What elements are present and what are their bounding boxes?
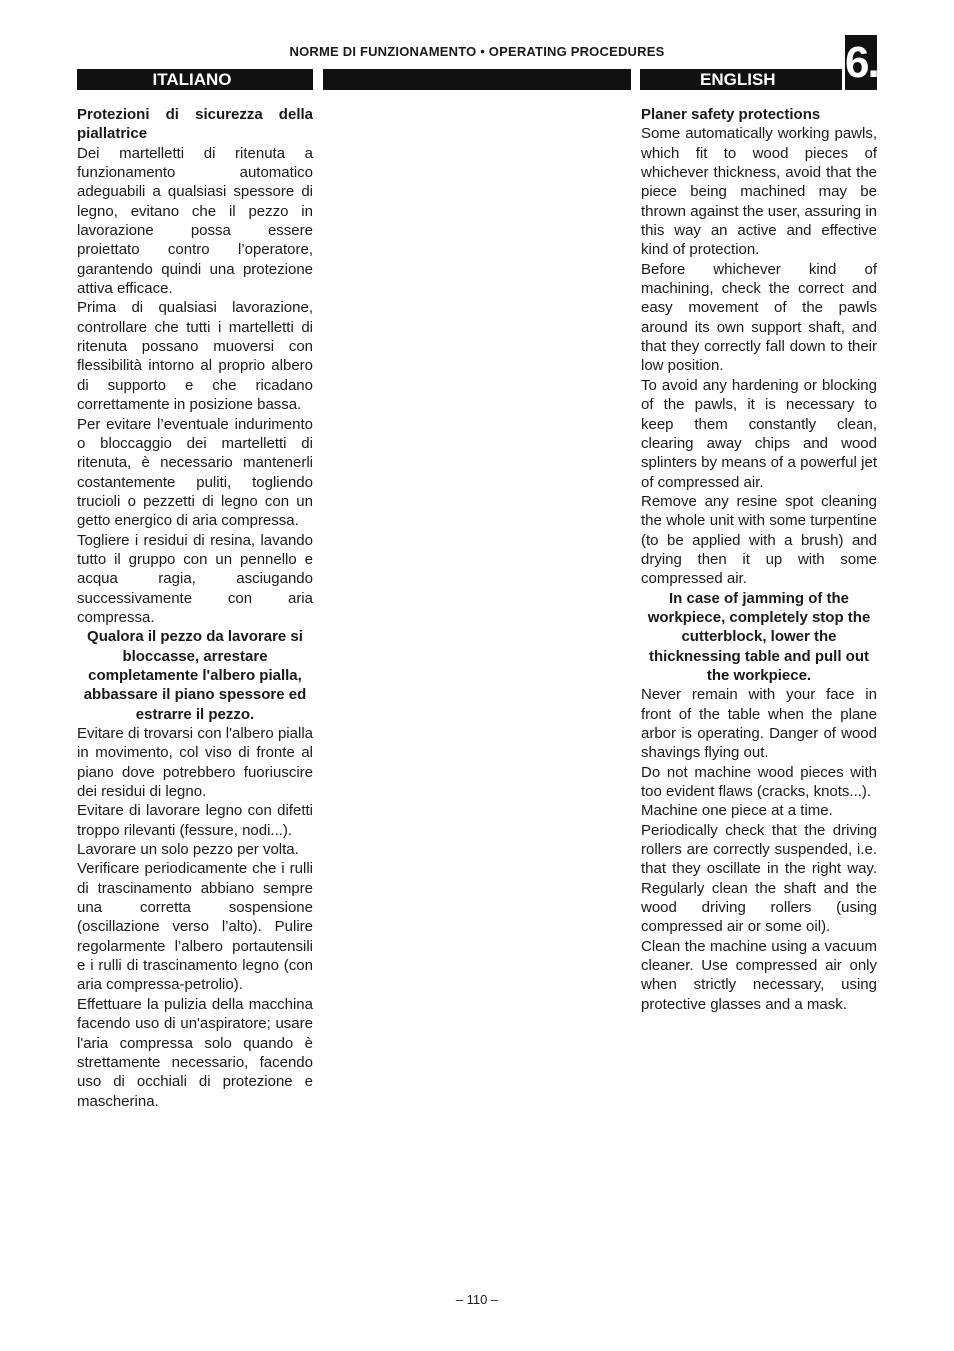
english-paragraph: Machine one piece at a time.: [641, 802, 833, 820]
empty-label-bar: [323, 69, 631, 90]
italiano-paragraph: Togliere i residui di resina, lavando tutto il gruppo con un pennello e acqua ragia, asciugando successivamente con aria compressa.: [77, 531, 313, 626]
english-label-bar: [640, 69, 842, 90]
italiano-paragraph: Verificare periodicamente che i rulli di trascinamento abbiano sempre una corretta sospensione (oscillazione verso l’alto). Pulire regolarmente l’albero portautensili e i rulli di trascinamento legno (con aria compressa-petrolio).: [77, 860, 313, 994]
english-column: [641, 105, 877, 1014]
section-number-badge: 6.: [845, 35, 877, 90]
italiano-paragraph: Lavorare un solo pezzo per volta.: [77, 841, 299, 859]
page-number: – 110 –: [455, 1292, 499, 1307]
italiano-label-bar: [77, 69, 313, 90]
english-paragraph: Remove any resine spot cleaning the whole unit with some turpentine (to be applied with a brush) and drying then it up with some compressed air.: [641, 492, 877, 588]
italiano-title: Protezioni di sicurezza della piallatrice: [77, 106, 313, 143]
english-paragraph: Clean the machine using a vacuum cleaner. Use compressed air only when strictly necessary, using protective glasses and a mask.: [641, 937, 877, 1013]
italiano-paragraph: Evitare di lavorare legno con difetti troppo rilevanti (fessure, nodi...).: [77, 802, 313, 839]
english-paragraph: Before whichever kind of machining, check the correct and easy movement of the pawls around its own support shaft, and that they correctly fall down to their low position.: [641, 260, 877, 375]
english-paragraph: Never remain with your face in front of the table when the plane arbor is operating. Danger of wood shavings flying out.: [641, 686, 877, 762]
english-paragraph: Some automatically working pawls, which fit to wood pieces of whichever thickness, avoid that the piece being machined may be thrown against the user, assuring in this way an active and effective kind of protection.: [641, 125, 877, 259]
italiano-paragraph: Per evitare l’eventuale indurimento o bloccaggio dei martelletti di ritenuta, è necessario mantenerli costantemente puliti, togliendo trucioli o pezzetti di legno con un getto energico di aria compressa.: [77, 415, 313, 530]
page-header-title: NORME DI FUNZIONAMENTO • OPERATING PROCEDURES: [289, 44, 665, 59]
english-paragraph: Periodically check that the driving rollers are correctly suspended, i.e. that they oscillate in the right way. Regularly clean the shaft and the wood driving rollers (using compressed air or some oil).: [641, 821, 877, 936]
italiano-paragraph: Prima di qualsiasi lavorazione, controllare che tutti i martelletti di ritenuta possano muoversi con flessibilità intorno al proprio albero di supporto e che ricadano correttamente in posizione bassa.: [77, 299, 313, 414]
english-title: Planer safety protections: [641, 106, 821, 123]
italiano-warning: Qualora il pezzo da lavorare si bloccasse, arrestare completamente l'albero pialla, abbassare il piano spessore ed estrarre il pezzo.: [83, 628, 307, 723]
italiano-column: [77, 105, 313, 1111]
english-paragraph: Do not machine wood pieces with too evident flaws (cracks, knots...).: [641, 763, 877, 801]
english-paragraph: To avoid any hardening or blocking of the pawls, it is necessary to keep them constantly clean, clearing away chips and wood splinters by means of a powerful jet of compressed air.: [641, 376, 877, 491]
english-label: ENGLISH: [700, 70, 776, 89]
italiano-paragraph: Evitare di trovarsi con l'albero pialla in movimento, col viso di fronte al piano dove potrebbero fuoriuscire dei residui di legno.: [77, 725, 313, 801]
italiano-paragraph: Dei martelletti di ritenuta a funzionamento automatico adeguabili a qualsiasi spessore di legno, evitano che il pezzo in lavorazione possa essere proiettato contro l’operatore, garantendo quindi una protezione attiva efficace.: [77, 144, 313, 298]
english-warning: In case of jamming of the workpiece, completely stop the cutterblock, lower the thicknessing table and pull out the workpiece.: [647, 589, 871, 684]
italiano-label: ITALIANO: [152, 70, 232, 89]
italiano-paragraph: Effettuare la pulizia della macchina facendo uso di un'aspiratore; usare l'aria compressa solo quando è strettamente necessario, facendo uso di occhiali di protezione e mascherina.: [77, 995, 313, 1110]
